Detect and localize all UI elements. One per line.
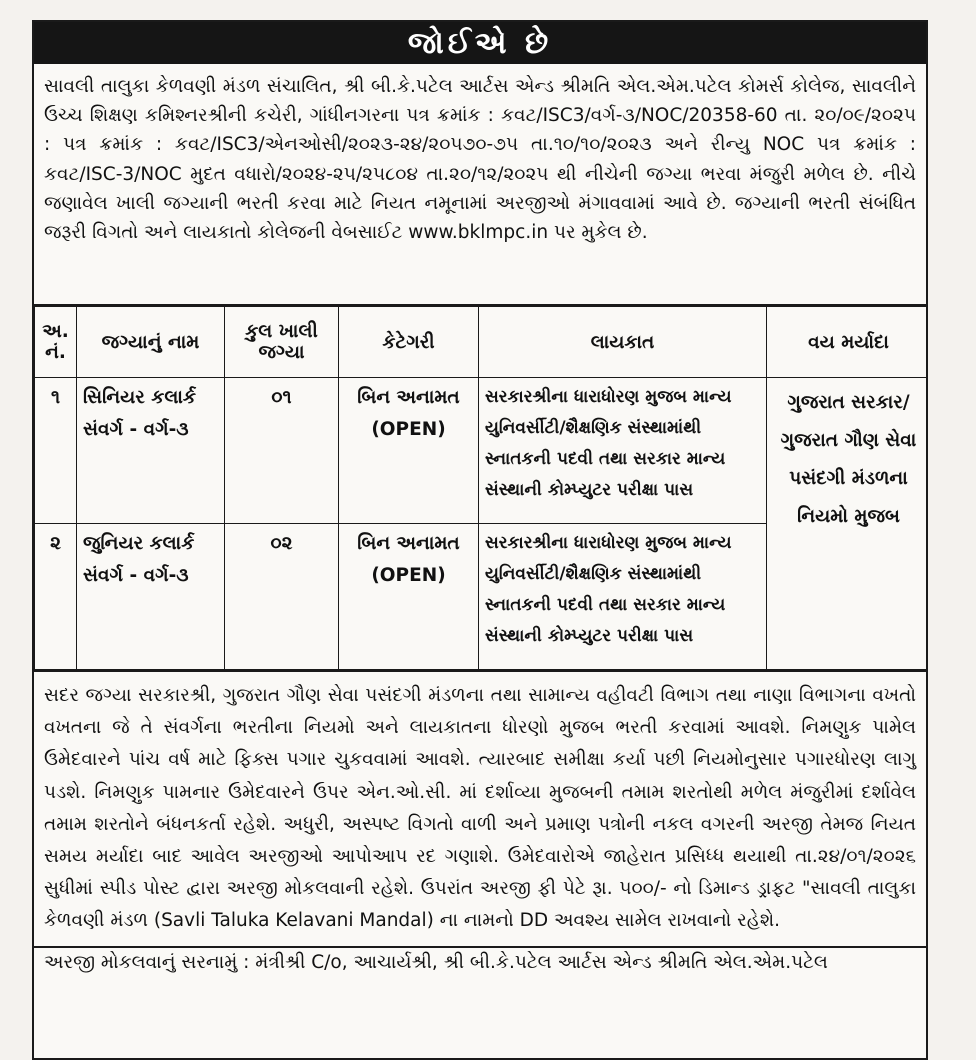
- header-age: વય મર્યાદા: [767, 307, 929, 378]
- row-vacancies: ૦૨: [225, 524, 339, 670]
- vacancy-table: [34, 306, 928, 670]
- category-name: બિન અનામત: [357, 533, 460, 554]
- row-sr: ૧: [35, 378, 77, 524]
- row-post: [77, 378, 225, 524]
- category-code: (OPEN): [371, 419, 446, 440]
- header-post: જગ્યાનું નામ: [77, 307, 225, 378]
- post-name: જુનિયર કલાર્ક: [83, 533, 195, 554]
- post-name: સિનિયર કલાર્ક: [83, 387, 196, 408]
- header-category: કેટેગરી: [339, 307, 479, 378]
- post-cadre: સંવર્ગ - વર્ગ-૩: [83, 565, 189, 586]
- age-limit: ગુજરાત સરકાર/ ગુજરાત ગૌણ સેવા પસંદગી મંડળના નિયમો મુજબ: [767, 378, 929, 670]
- intro-paragraph: સાવલી તાલુકા કેળવણી મંડળ સંચાલિત, શ્રી બી.કે.પટેલ આર્ટસ એન્ડ શ્રીમતિ એલ.એમ.પટેલ કોમર્સ કોલેજ, સાવલીને ઉચ્ચ શિક્ષણ કમિશ્નરશ્રીની કચેરી, ગાંધીનગરના પત્ર ક્રમાંક : કવટ/ISC3/વર્ગ-૩/NOC/20358-60 તા. ૨૦/૦૯/૨૦૨૫ : પત્ર ક્રમાંક : કવટ/ISC3/એનઓસી/૨૦૨૩-૨૪/૨૦૫૭૦-૭૫ તા.૧૦/૧૦/૨૦૨૩ અને રીન્યુ NOC પત્ર ક્રમાંક : કવટ/ISC-3/NOC મુદત વધારો/૨૦૨૪-૨૫/૨૫૮૦૪ તા.૨૦/૧૨/૨૦૨૫ થી નીચેની જગ્યા ભરવા મંજુરી મળેલ છે. નીચે જણાવેલ ખાલી જગ્યાની ભરતી કરવા માટે નિયત નમૂનામાં અરજીઓ મંગાવવામાં આવે છે. જગ્યાની ભરતી સંબંધિત જરૂરી વિગતો અને લાયકાતો કોલેજની વેબસાઈટ www.bklmpc.in પર મુકેલ છે.: [34, 64, 926, 306]
- row-qualification: સરકારશ્રીના ધારાધોરણ મુજબ માન્ય યુનિવર્સીટી/શૈક્ષણિક સંસ્થામાંથી સ્નાતકની પદવી તથા સરકાર માન્ય સંસ્થાની કોમ્પ્યુટર પરીક્ષા પાસ: [479, 378, 767, 524]
- table-header-row: [35, 307, 929, 378]
- table-row: [35, 378, 929, 524]
- header-sr: અ. નં.: [35, 307, 77, 378]
- post-cadre: સંવર્ગ - વર્ગ-૩: [83, 419, 189, 440]
- ad-title: જોઈએ છે: [34, 22, 926, 64]
- row-post: [77, 524, 225, 670]
- advertisement: [32, 20, 928, 1060]
- terms-paragraph: સદર જગ્યા સરકારશ્રી, ગુજરાત ગૌણ સેવા પસંદગી મંડળના તથા સામાન્ય વહીવટી વિભાગ તથા નાણા વિભાગના વખતો વખતના જે તે સંવર્ગના ભરતીના નિયમો અને લાયકાતના ધોરણો મુજબ ભરતી કરવામાં આવશે. નિમણુક પામેલ ઉમેદવારને પાંચ વર્ષ માટે ફિક્સ પગાર ચુકવવામાં આવશે. ત્યારબાદ સમીક્ષા કર્યા પછી નિયમોનુસાર પગારધોરણ લાગુ પડશે. નિમણુક પામનાર ઉમેદવારને ઉપર એન.ઓ.સી. માં દર્શાવ્યા મુજબની તમામ શરતોથી મળેલ મંજુરીમાં દર્શાવેલ તમામ શરતોને બંધનકર્તા રહેશે. અધુરી, અસ્પષ્ટ વિગતો વાળી અને પ્રમાણ પત્રોની નકલ વગરની અરજી તેમજ નિયત સમય મર્યાદા બાદ આવેલ અરજીઓ આપોઆપ રદ ગણાશે. ઉમેદવારોએ જાહેરાત પ્રસિધ્ધ થયાથી તા.૨૪/૦૧/૨૦૨૬ સુધીમાં સ્પીડ પોસ્ટ દ્વારા અરજી મોકલવાની રહેશે. ઉપરાંત અરજી ફી પેટે રૂા. ૫૦૦/- નો ડિમાન્ડ ડ્રાફટ "સાવલી તાલુકા કેળવણી મંડળ (Savli Taluka Kelavani Mandal) ના નામનો DD અવશ્ય સામેલ રાખવાનો રહેશે.: [34, 670, 926, 946]
- row-category: [339, 378, 479, 524]
- header-qualification: લાયકાત: [479, 307, 767, 378]
- row-vacancies: ૦૧: [225, 378, 339, 524]
- category-code: (OPEN): [371, 565, 446, 586]
- category-name: બિન અનામત: [357, 387, 460, 408]
- row-category: [339, 524, 479, 670]
- address-line: અરજી મોકલવાનું સરનામું : મંત્રીશ્રી C/o, આચાર્યશ્રી, શ્રી બી.કે.પટેલ આર્ટસ એન્ડ શ્રીમતિ એલ.એમ.પટેલ: [34, 946, 926, 978]
- header-vacancies: કુલ ખાલી જગ્યા: [225, 307, 339, 378]
- row-qualification: સરકારશ્રીના ધારાધોરણ મુજબ માન્ય યુનિવર્સીટી/શૈક્ષણિક સંસ્થામાંથી સ્નાતકની પદવી તથા સરકાર માન્ય સંસ્થાની કોમ્પ્યુટર પરીક્ષા પાસ: [479, 524, 767, 670]
- row-sr: ૨: [35, 524, 77, 670]
